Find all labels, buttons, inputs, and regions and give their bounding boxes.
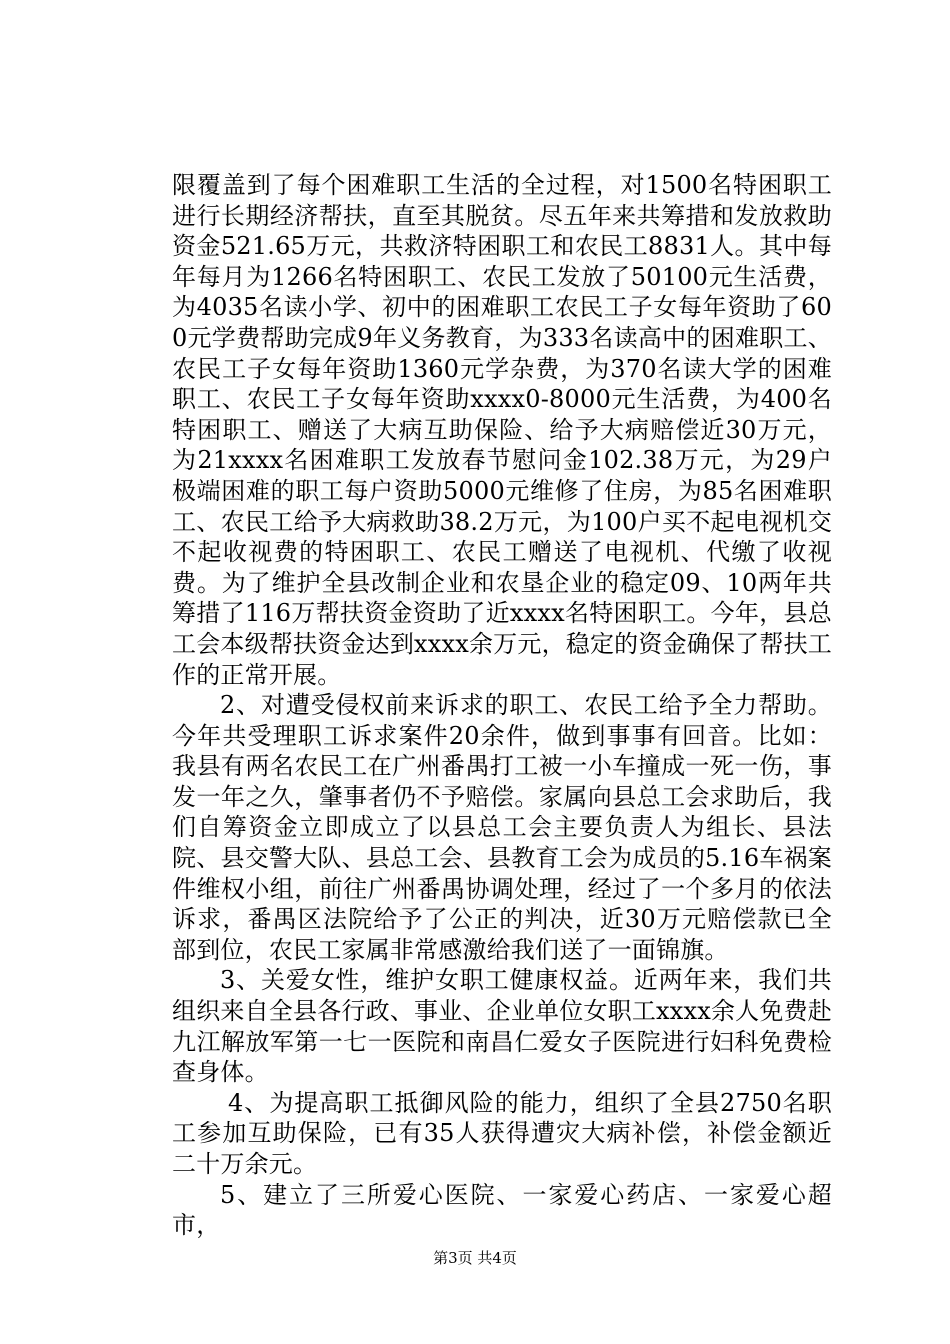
- paragraph-3: 3、关爱女性，维护女职工健康权益。近两年来，我们共组织来自全县各行政、事业、企业单位女职工xxxx余人免费赴九江解放军第一七一医院和南昌仁爱女子医院进行妇科免费检查身体。: [172, 966, 832, 1087]
- document-body: [172, 170, 832, 1241]
- paragraph-2: 2、对遭受侵权前来诉求的职工、农民工给予全力帮助。今年共受理职工诉求案件20余件，做到事事有回音。比如：我县有两名农民工在广州番禺打工被一小车撞成一死一伤，事发一年之久，肇事者仍不予赔偿。家属向县总工会求助后，我们自筹资金立即成立了以县总工会主要负责人为组长、县法院、县交警大队、县总工会、县教育工会为成员的5.16车祸案件维权小组，前往广州番禺协调处理，经过了一个多月的依法诉求，番禺区法院给予了公正的判决，近30万元赔偿款已全部到位，农民工家属非常感激给我们送了一面锦旗。: [172, 691, 832, 964]
- paragraph-4: 4、为提高职工抵御风险的能力，组织了全县2750名职工参加互助保险，已有35人获得遭灾大病补偿，补偿金额近二十万余元。: [172, 1088, 832, 1178]
- paragraph-1: 限覆盖到了每个困难职工生活的全过程，对1500名特困职工进行长期经济帮扶，直至其脱贫。尽五年来共筹措和发放救助资金521.65万元，共救济特困职工和农民工8831人。其中每年每月为1266名特困职工、农民工发放了50100元生活费，为4035名读小学、初中的困难职工农民工子女每年资助了600元学费帮助完成9年义务教育，为333名读高中的困难职工、农民工子女每年资助1360元学杂费，为370名读大学的困难职工、农民工子女每年资助xxxx0-8000元生活费，为400名特困职工、赠送了大病互助保险、给予大病赔偿近30万元，为21xxxx名困难职工发放春节慰问金102.38万元，为29户极端困难的职工每户资助5000元维修了住房，为85名困难职工、农民工给予大病救助38.2万元，为100户买不起电视机交不起收视费的特困职工、农民工赠送了电视机、代缴了收视费。为了维护全县改制企业和农垦企业的稳定09、10两年共筹措了116万帮扶资金资助了近xxxx名特困职工。今年，县总工会本级帮扶资金达到xxxx余万元，稳定的资金确保了帮扶工作的正常开展。: [172, 171, 832, 689]
- paragraph-5: 5、建立了三所爱心医院、一家爱心药店、一家爱心超市，: [172, 1180, 832, 1240]
- page-footer: 第3页 共4页: [433, 1249, 517, 1267]
